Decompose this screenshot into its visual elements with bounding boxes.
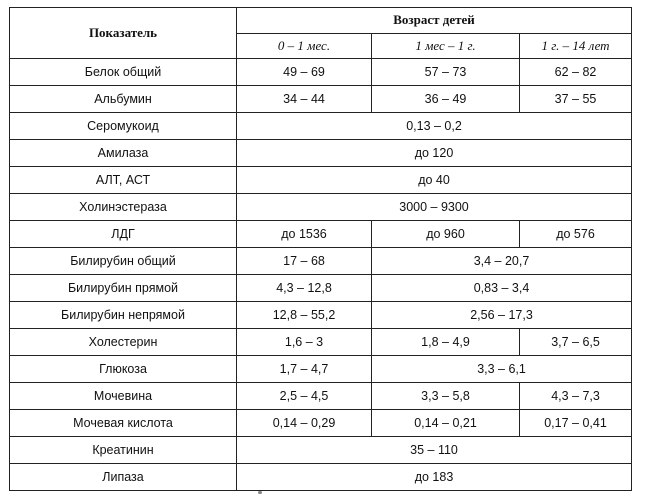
value-child: 0,17 – 0,41	[520, 410, 632, 437]
table-row	[10, 140, 632, 167]
indicator-name: Белок общий	[10, 59, 237, 86]
indicator-name: Холестерин	[10, 329, 237, 356]
value-newborn: 4,3 – 12,8	[237, 275, 372, 302]
value-child: 4,3 – 7,3	[520, 383, 632, 410]
value-infant-child: 3,4 – 20,7	[372, 248, 632, 275]
value-child: до 576	[520, 221, 632, 248]
indicator-name: Глюкоза	[10, 356, 237, 383]
indicator-name: АЛТ, АСТ	[10, 167, 237, 194]
value-newborn: 34 – 44	[237, 86, 372, 113]
value-newborn: 1,7 – 4,7	[237, 356, 372, 383]
value-newborn: 1,6 – 3	[237, 329, 372, 356]
table-row	[10, 86, 632, 113]
value-child: 3,7 – 6,5	[520, 329, 632, 356]
value-infant: 3,3 – 5,8	[372, 383, 520, 410]
table-row	[10, 248, 632, 275]
table-row	[10, 410, 632, 437]
indicator-name: Билирубин общий	[10, 248, 237, 275]
indicator-name: Билирубин прямой	[10, 275, 237, 302]
table-row	[10, 194, 632, 221]
age-header-newborn: 0 – 1 мес.	[237, 33, 372, 59]
table-row	[10, 221, 632, 248]
value-child: 37 – 55	[520, 86, 632, 113]
table-row	[10, 275, 632, 302]
table-row	[10, 383, 632, 410]
value-infant: 36 – 49	[372, 86, 520, 113]
indicator-name: Серомукоид	[10, 113, 237, 140]
value-all-ages: 3000 – 9300	[237, 194, 632, 221]
value-infant: до 960	[372, 221, 520, 248]
cropped-text-fragment	[258, 491, 262, 494]
value-infant: 0,14 – 0,21	[372, 410, 520, 437]
table-row	[10, 437, 632, 464]
indicator-name: Креатинин	[10, 437, 237, 464]
value-all-ages: 0,13 – 0,2	[237, 113, 632, 140]
value-newborn: 0,14 – 0,29	[237, 410, 372, 437]
table-row	[10, 302, 632, 329]
value-newborn: 12,8 – 55,2	[237, 302, 372, 329]
value-infant-child: 3,3 – 6,1	[372, 356, 632, 383]
value-newborn: 2,5 – 4,5	[237, 383, 372, 410]
value-newborn: до 1536	[237, 221, 372, 248]
reference-values-table	[9, 7, 632, 491]
table-row	[10, 356, 632, 383]
indicator-name: Мочевина	[10, 383, 237, 410]
value-all-ages: до 40	[237, 167, 632, 194]
age-group-header: Возраст детей	[237, 8, 632, 34]
value-infant: 57 – 73	[372, 59, 520, 86]
value-all-ages: до 183	[237, 464, 632, 491]
value-newborn: 17 – 68	[237, 248, 372, 275]
age-header-infant: 1 мес – 1 г.	[372, 33, 520, 59]
value-all-ages: до 120	[237, 140, 632, 167]
value-all-ages: 35 – 110	[237, 437, 632, 464]
value-infant: 1,8 – 4,9	[372, 329, 520, 356]
indicator-name: ЛДГ	[10, 221, 237, 248]
value-child: 62 – 82	[520, 59, 632, 86]
value-infant-child: 0,83 – 3,4	[372, 275, 632, 302]
table-row	[10, 464, 632, 491]
header-row	[10, 8, 632, 34]
indicator-name: Альбумин	[10, 86, 237, 113]
table-row	[10, 59, 632, 86]
indicator-header: Показатель	[10, 8, 237, 59]
value-newborn: 49 – 69	[237, 59, 372, 86]
table-row	[10, 113, 632, 140]
indicator-name: Холинэстераза	[10, 194, 237, 221]
age-header-child: 1 г. – 14 лет	[520, 33, 632, 59]
value-infant-child: 2,56 – 17,3	[372, 302, 632, 329]
indicator-name: Мочевая кислота	[10, 410, 237, 437]
indicator-name: Липаза	[10, 464, 237, 491]
indicator-name: Амилаза	[10, 140, 237, 167]
table-row	[10, 329, 632, 356]
indicator-name: Билирубин непрямой	[10, 302, 237, 329]
table-row	[10, 167, 632, 194]
